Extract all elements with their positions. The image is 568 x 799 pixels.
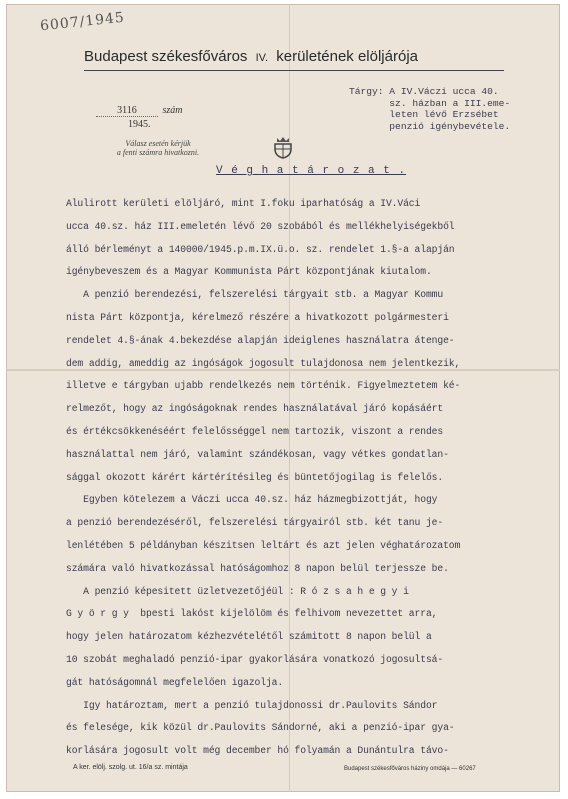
body-line: Igy határoztam, mert a penzió tulajdonossi dr.Paulovits Sándor: [66, 699, 438, 711]
body-line: rendelet 4.§-ának 4.bekezdése alapján ideiglenes használatra átenge-: [66, 334, 455, 346]
body-line: álló bérleményt a 140000/1945.p.m.IX.ü.o. sz. rendelet 1.§-a alapján: [66, 243, 455, 255]
reply-note: Válasz esetén kérjük a fenti számra hivatkozni.: [116, 139, 200, 157]
body-line: és értékcsökkenéséért felelősséggel nem tartozik, viszont a rendes: [66, 425, 444, 437]
body-line: Egyben kötelezem a Váczi ucca 40.sz. ház házmegbizottját, hogy: [66, 494, 438, 506]
document-page: [6, 4, 560, 792]
coat-of-arms-icon: [271, 135, 295, 159]
footer-printer-note: Budapest székesfőváros háziny omdája — 60267: [344, 766, 476, 772]
document-title: V é g h a t á r o z a t .: [216, 165, 407, 177]
body-line: A penzió berendezési, felszerelési tárgyait stb. a Magyar Kommu: [66, 289, 444, 301]
header-district: IV.: [255, 52, 269, 64]
header-title-part1: Budapest székesfőváros: [84, 48, 248, 65]
body-line: relmezőt, hogy az ingóságoknak rendes használatával járó kopásáért: [66, 403, 444, 415]
body-line: G y ö r g y bpesti lakóst kijelölöm és felhivom nevezettet arra,: [66, 608, 438, 620]
body-line: igénybeveszem és a Magyar Kommunista Párt központjának kiutalom.: [66, 266, 432, 278]
body-line: korlására jogosult volt még december hó folyamán a Dunántulra távo-: [66, 745, 449, 757]
body-line: ucca 40.sz. ház III.emeletén lévő 20 szobából és mellékhelyiségekből: [66, 220, 455, 232]
body-line: és felesége, kik közül dr.Paulovits Sándorné, aki a penzió-ipar gya-: [66, 722, 455, 734]
body-line: nista Párt központja, kérelmező részére a hivatkozott polgármesteri: [66, 311, 449, 323]
reference-number-value: 3116: [96, 105, 158, 117]
handwritten-note: 6007/1945: [39, 9, 126, 35]
body-line: Alulirott kerületi elöljáró, mint I.foku iparhatóság a IV.Váci: [66, 198, 421, 209]
header-title-part2: kerületének elöljárója: [276, 48, 418, 65]
body-line: számára való hivatkozással hatóságomhoz 8 napon belül terjessze be.: [66, 562, 449, 574]
body-text: [66, 193, 528, 763]
body-line: illetve e tárgyban ujabb rendelkezés nem történik. Figyelmeztetem ké-: [66, 380, 461, 392]
body-line: használattal nem járó, valamint szándékosan, vagy vétkes gondatlan-: [66, 448, 449, 460]
body-line: sággal okozott kárért kártérítésileg és büntetőjogilag is felelős.: [66, 471, 444, 483]
body-line: dem addig, ameddig az ingóságok jogosult tulajdonosa nem jelentkezik,: [66, 357, 461, 369]
header-title: [84, 48, 504, 65]
subject-block: Tárgy: A IV.Váczi ucca 40. sz. házban a III.eme- leten lévő Erzsébet penzió igénybevétele.: [349, 86, 511, 132]
header-underline: [84, 70, 504, 71]
reference-number-label: szám: [162, 105, 183, 116]
body-line: lenlétében 5 példányban készitsen leltárt és azt jelen véghatározatom: [66, 539, 461, 551]
body-line: 10 szobát meghaladó penzió-ipar gyakorlására vonatkozó jogosultsá-: [66, 653, 444, 665]
body-line: a penzió berendezéséről, felszerelési tárgyairól stb. két tanu je-: [66, 517, 444, 529]
footer-form-note: A ker. elölj. szolg. ut. 16/a sz. mintája: [73, 764, 188, 771]
reference-number: [96, 105, 183, 117]
body-line: A penzió képesitett üzletvezetőjéül : R ó z s a h e g y i: [66, 585, 409, 597]
body-line: gát hatóságomnál megfelelően igazolja.: [66, 676, 284, 688]
reference-year: 1945.: [128, 119, 151, 130]
body-line: hogy jelen határozatom kézhezvételétől számitott 8 napon belül a: [66, 631, 432, 643]
